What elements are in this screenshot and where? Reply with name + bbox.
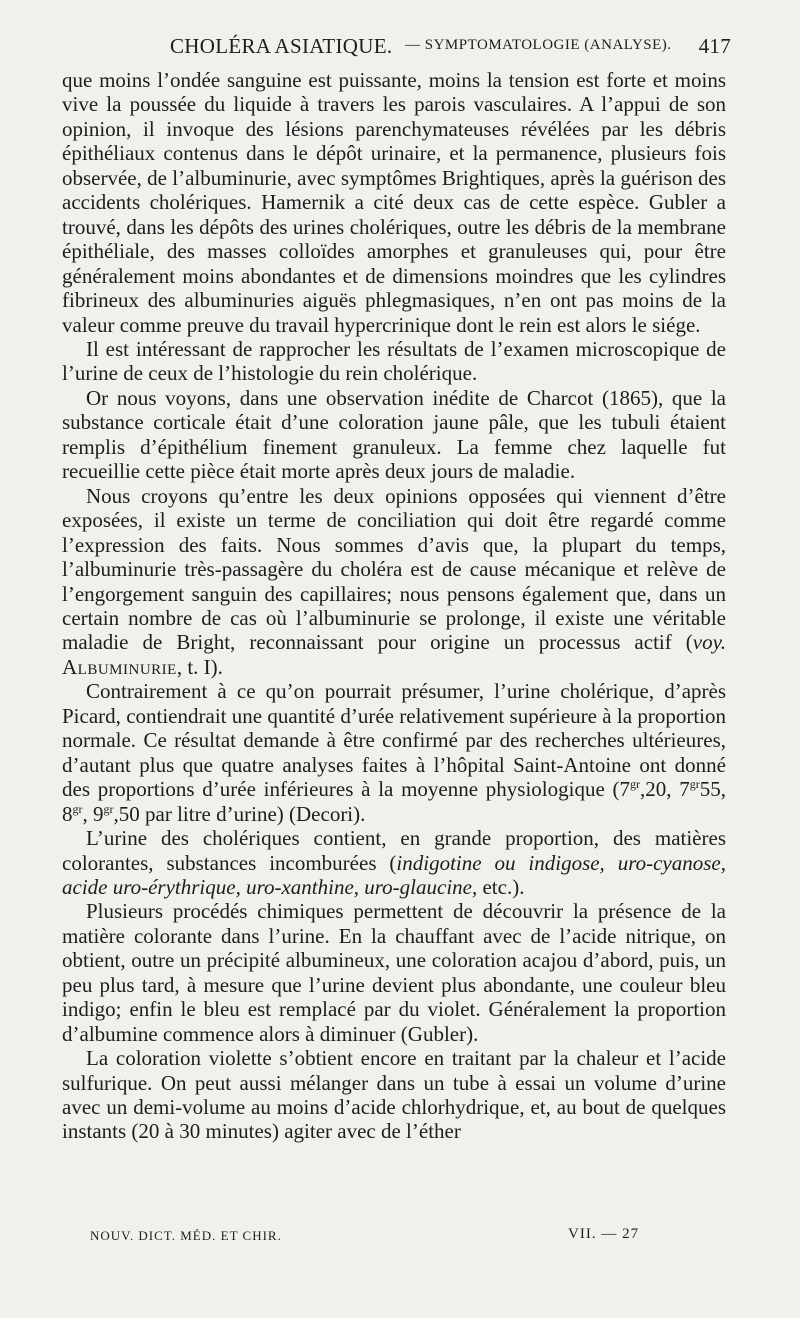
italic-run: indigotine ou indigose, uro-cyanose, acide uro-érythrique, uro-xanthine, uro-glaucine,	[62, 850, 726, 899]
paragraph	[62, 826, 726, 899]
body-text	[62, 68, 726, 1144]
text-run: que moins l’ondée sanguine est puissante, moins la tension est forte et moins vive la poussée du liquide à travers les parois vasculaires. A l’appui de son opinion, il invoque des lésions parenchymateuses révélées par les débris épithéliaux contenus dans le dépôt urinaire, et la permanence, plusieurs fois observée, de l’albuminurie, avec symptômes Brightiques, après la guérison des accidents cholériques. Hamernik a cité deux cas de cette espèce. Gubler a trouvé, dans les dépôts des urines cholériques, outre les débris de la membrane épithéliale, des masses colloïdes amorphes et granuleuses qui, pour être généralement moins abondantes et de dimensions moindres que les cylindres fibrineux des albuminuries aiguës phlegmasiques, n’en ont pas moins de la valeur comme preuve du travail hypercrinique dont le rein est alors le siége.	[62, 68, 726, 337]
paragraph	[62, 899, 726, 1046]
text-run: ,50 par litre d’urine) (Decori).	[113, 801, 366, 826]
text-run: L’urine des cholériques contient, en grande proportion, des matières colorantes, substances incomburées (	[62, 826, 726, 875]
paragraph	[62, 679, 726, 826]
superscript-unit: gr	[630, 777, 641, 792]
superscript-unit: gr	[72, 801, 83, 816]
text-run: , 9	[82, 801, 104, 826]
text-run: Contrairement à ce qu’on pourrait présumer, l’urine cholérique, d’après Picard, contiendrait une quantité d’urée relativement supérieure à la proportion normale. Ce résultat demande à être confirmé par des recherches ultérieures, d’autant plus que quatre analyses faites à l’hôpital Saint-Antoine ont donné des proportions d’urée inférieures à la moyenne physiologique (7	[62, 679, 726, 802]
text-run: Il est intéressant de rapprocher les résultats de l’examen microscopique de l’urine de ceux de l’histologie du rein cholérique.	[62, 336, 726, 386]
paragraph	[62, 68, 726, 337]
superscript-unit: gr	[689, 777, 700, 792]
footer-imprint: NOUV. DICT. MÉD. ET CHIR.	[90, 1228, 282, 1243]
superscript-unit: gr	[103, 801, 114, 816]
small-caps-run: Albuminurie	[62, 654, 177, 679]
text-run: La coloration violette s’obtient encore en traitant par la chaleur et l’acide sulfurique. On peut aussi mélanger dans un tube à essai un volume d’urine avec un demi-volume au moins d’acide chlorhydrique, et, au bout de quelques instants (20 à 30 minutes) agiter avec de l’éther	[62, 1046, 726, 1144]
paragraph	[62, 1046, 726, 1144]
italic-run: voy.	[692, 630, 726, 655]
text-run: 55, 8	[62, 777, 726, 826]
text-run: Nous croyons qu’entre les deux opinions opposées qui viennent d’être exposées, il existe un terme de conciliation qui doit être regardé comme l’expression des faits. Nous sommes d’avis que, la plupart du temps, l’albuminurie très-passagère du choléra est de cause mécanique et relève de l’engorgement sanguin des capillaires; nous pensons également que, dans un certain nombre de cas où l’albuminurie se prolonge, il existe une véritable maladie de Bright, reconnaissant pour origine un processus actif (	[62, 483, 726, 655]
paragraph	[62, 337, 726, 386]
text-run: Or nous voyons, dans une observation inédite de Charcot (1865), que la substance corticale était d’une coloration jaune pâle, que les tubuli étaient remplis d’épithélium finement granuleux. La femme chez laquelle fut recueillie cette pièce était morte après deux jours de maladie.	[62, 385, 726, 484]
running-head	[62, 34, 731, 62]
text-run: ,20, 7	[640, 777, 690, 802]
paragraph	[62, 386, 726, 484]
text-run: etc.).	[477, 874, 525, 899]
footer-signature: VII. — 27	[568, 1226, 640, 1242]
page-number: 417	[698, 34, 731, 58]
running-head-title: CHOLÉRA ASIATIQUE.	[170, 34, 393, 58]
text-run: Plusieurs procédés chimiques permettent de découvrir la présence de la matière colorante dans l’urine. En la chauffant avec de l’acide nitrique, on obtient, outre un précipité albumineux, une coloration acajou d’abord, puis, un peu plus tard, à mesure que l’urine devient plus abondante, une couleur bleu indigo; enfin le bleu est remplacé par du violet. Généralement la proportion d’albumine commence alors à diminuer (Gubler).	[62, 899, 726, 1046]
text-run: , t. I).	[176, 654, 223, 679]
running-head-section: — SYMPTOMATOLOGIE (ANALYSE).	[405, 37, 672, 53]
paragraph	[62, 484, 726, 680]
